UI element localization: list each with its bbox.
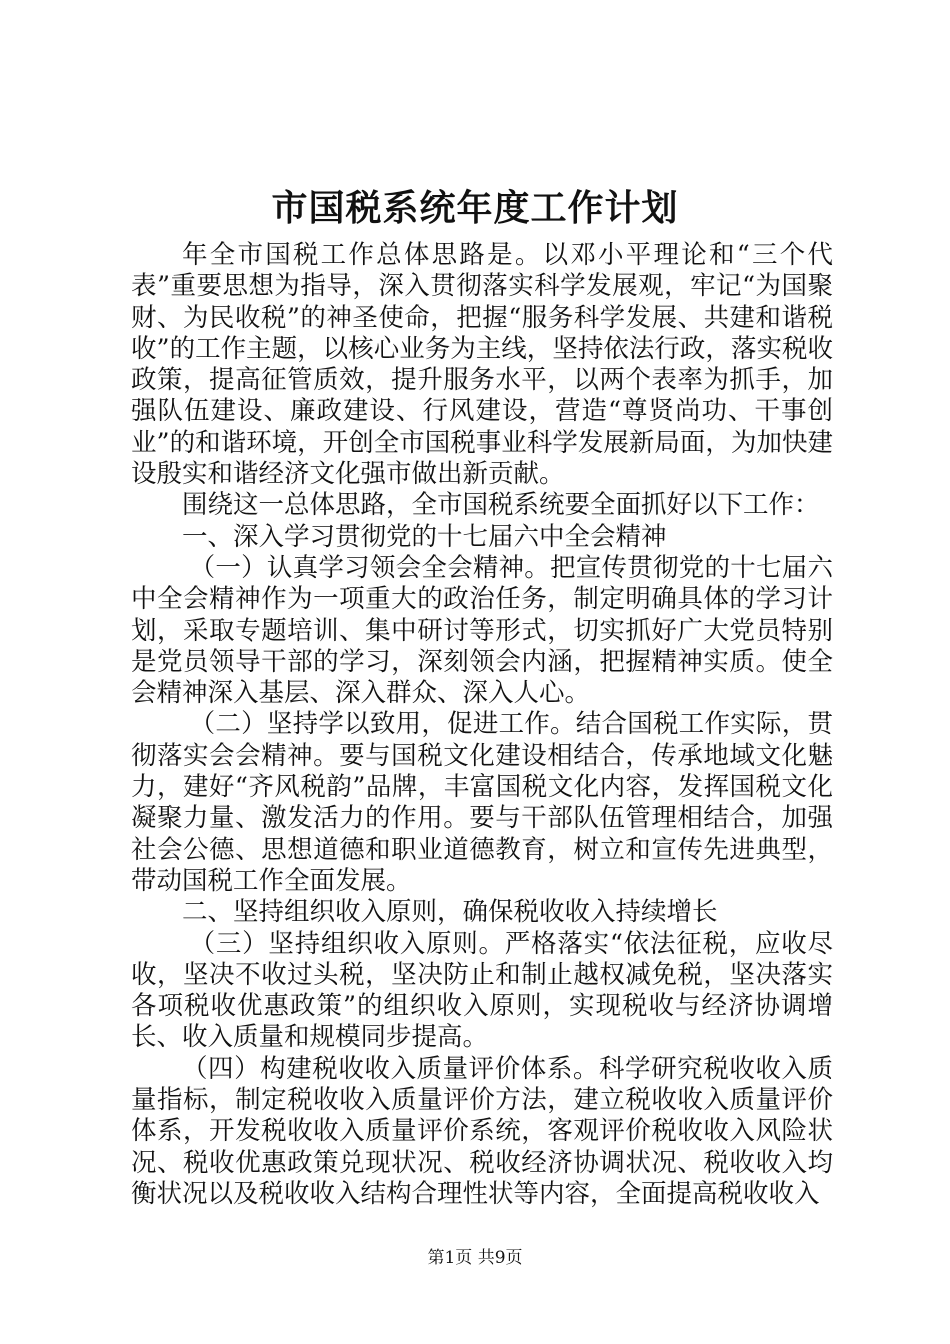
page-number-footer: 第1页 共9页 (427, 1248, 523, 1268)
paragraph-overview: 年全市国税工作总体思路是。以邓小平理论和“三个代表”重要思想为指导，深入贯彻落实科学发展观，牢记“为国聚财、为民收税”的神圣使命，把握“服务科学发展、共建和谐税收”的工作主题，以核心业务为主线，坚持依法行政，落实税收政策，提高征管质效，提升服务水平，以两个表率为抓手，加强队伍建设、廉政建设、行风建设，营造“尊贤尚功、干事创业”的和谐环境，开创全市国税事业科学发展新局面，为加快建设殷实和谐经济文化强市做出新贡献。 (131, 240, 833, 490)
paragraph-item-4: （四）构建税收收入质量评价体系。科学研究税收收入质量指标，制定税收收入质量评价方法，建立税收收入质量评价体系，开发税收收入质量评价系统，客观评价税收收入风险状况、税收优惠政策兑现状况、税收经济协调状况、税收收入均衡状况以及税收收入结构合理性状等内容，全面提高税收收入 (131, 1053, 833, 1209)
document-title: 市国税系统年度工作计划 (271, 187, 679, 229)
document-body (131, 240, 833, 1210)
paragraph-item-2: （二）坚持学以致用，促进工作。结合国税工作实际，贯彻落实会会精神。要与国税文化建设相结合，传承地域文化魅力，建好“齐风税韵”品牌，丰富国税文化内容，发挥国税文化凝聚力量、激发活力的作用。要与干部队伍管理相结合，加强社会公德、思想道德和职业道德教育，树立和宣传先进典型，带动国税工作全面发展。 (131, 709, 833, 896)
paragraph-item-1: （一）认真学习领会全会精神。把宣传贯彻党的十七届六中全会精神作为一项重大的政治任务，制定明确具体的学习计划，采取专题培训、集中研讨等形式，切实抓好广大党员特别是党员领导干部的学习，深刻领会内涵，把握精神实质。使全会精神深入基层、深入群众、深入人心。 (131, 552, 833, 709)
section-heading-1: 一、深入学习贯彻党的十七届六中全会精神 (182, 521, 667, 552)
section-heading-2: 二、坚持组织收入原则，确保税收收入持续增长 (182, 897, 718, 928)
paragraph-intro-tasks: 围绕这一总体思路，全市国税系统要全面抓好以下工作： (182, 490, 820, 521)
paragraph-item-3: （三）坚持组织收入原则。严格落实“依法征税，应收尽收，坚决不收过头税，坚决防止和制止越权减免税，坚决落实各项税收优惠政策”的组织收入原则，实现税收与经济协调增长、收入质量和规模同步提高。 (131, 928, 833, 1053)
